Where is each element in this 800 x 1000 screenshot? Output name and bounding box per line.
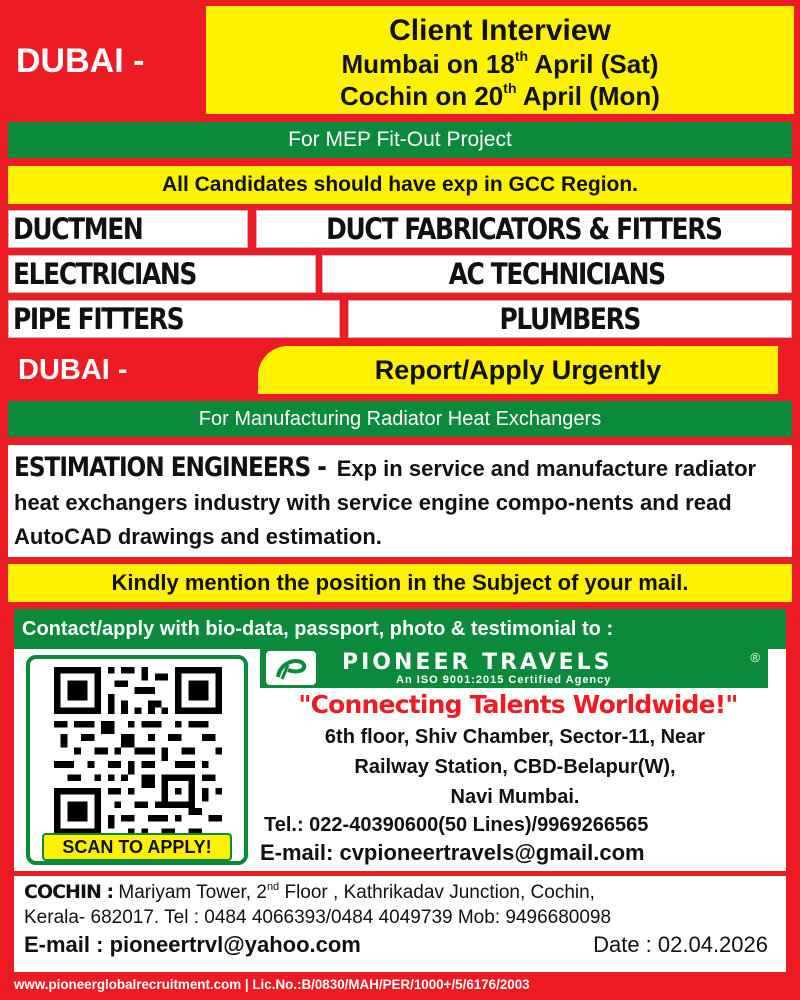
project-banner-radiator: For Manufacturing Radiator Heat Exchangers	[8, 401, 792, 437]
posting-date: Date : 02.04.2026	[593, 932, 768, 957]
job-electricians: ELECTRICIANS	[8, 255, 316, 293]
interview-mumbai: Mumbai on 18th April (Sat)	[341, 48, 659, 79]
interview-title: Client Interview	[389, 14, 611, 47]
project-banner-mep: For MEP Fit-Out Project	[8, 122, 792, 158]
company-logo-banner	[260, 648, 768, 688]
job-duct-fabricators: DUCT FABRICATORS & FITTERS	[256, 210, 792, 248]
subject-notice: Kindly mention the position in the Subject of your mail.	[8, 564, 792, 602]
qr-panel[interactable]	[26, 655, 248, 865]
cochin-address-line1: COCHIN : Mariyam Tower, 2nd Floor , Kathrikadav Junction, Cochin,	[24, 881, 595, 903]
cochin-address-line2: Kerala- 682017. Tel : 0484 4066393/0484 4049739 Mob: 9496680098	[24, 907, 612, 928]
company-name: PIONEER TRAVELS	[342, 650, 613, 675]
pioneer-logo-icon	[266, 651, 316, 685]
cochin-email[interactable]: E-mail : pioneertrvl@yahoo.com	[24, 932, 361, 957]
mumbai-address: 6th floor, Shiv Chamber, Sector-11, Near Railway Station, CBD-Belapur(W), Navi Mumbai.	[324, 726, 706, 808]
mumbai-phone: Tel.: 022-40390600(50 Lines)/9969266565	[264, 814, 649, 836]
company-slogan: "Connecting Talents Worldwide!"	[298, 690, 738, 719]
registered-mark: ®	[750, 650, 760, 665]
estimation-engineers-block	[8, 445, 792, 557]
scan-to-apply-label[interactable]: SCAN TO APPLY!	[42, 833, 232, 861]
job-pipe-fitters: PIPE FITTERS	[8, 300, 340, 338]
section2-city: DUBAI -	[8, 346, 258, 394]
header-city: DUBAI -	[6, 8, 206, 114]
interview-cochin: Cochin on 20th April (Mon)	[340, 80, 660, 111]
urgent-banner: Report/Apply Urgently	[258, 346, 778, 394]
job-ac-technicians: AC TECHNICIANS	[322, 255, 792, 293]
requirement-banner: All Candidates should have exp in GCC Region.	[8, 166, 792, 204]
job-ductmen: DUCTMEN	[8, 210, 248, 248]
contact-heading: Contact/apply with bio-data, passport, photo & testimonial to :	[14, 609, 786, 649]
job-estimation-engineers: ESTIMATION ENGINEERS -	[14, 452, 326, 483]
job-plumbers: PLUMBERS	[348, 300, 792, 338]
footer-website-license[interactable]: www.pioneerglobalrecruitment.com | Lic.No.:B/0830/MAH/PER/1000+/5/6176/2003	[14, 976, 530, 992]
mumbai-email[interactable]: E-mail: cvpioneertravels@gmail.com	[260, 840, 645, 865]
company-certification: An ISO 9001:2015 Certified Agency	[396, 674, 612, 686]
interview-info	[206, 6, 794, 114]
qr-code-icon[interactable]	[54, 667, 222, 835]
cochin-office	[14, 876, 786, 972]
job-description: Exp in service and manufacture radiator heat exchangers industry with service engine compo-nents and read AutoCAD drawings and estimation.	[14, 456, 757, 549]
